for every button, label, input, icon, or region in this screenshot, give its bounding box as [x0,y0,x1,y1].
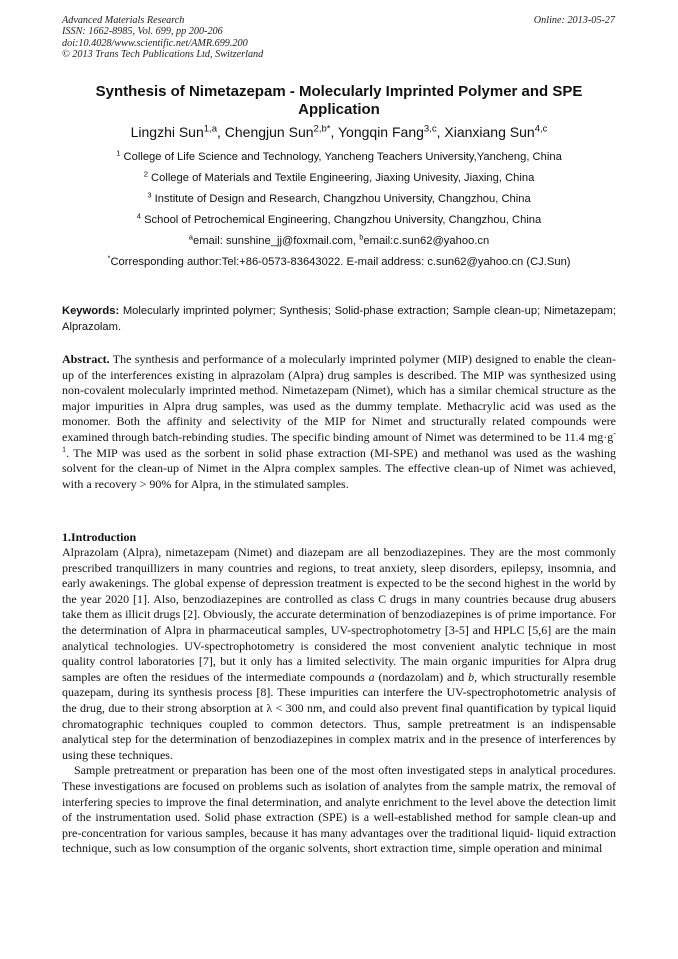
email-sup: b [359,232,364,242]
abstract-block [62,352,616,492]
corresponding-line [62,254,616,275]
author-name: Xianxiang Sun [444,124,535,140]
compound-label: b [468,669,475,684]
author-affil-sup: 1,a [203,123,217,135]
affiliation-text: School of Petrochemical Engineering, Changzhou University, Changzhou, China [144,214,542,226]
keywords-label: Keywords: [62,305,120,317]
affiliation-line [62,191,616,212]
author-name: Chengjun Sun [224,124,314,140]
section-heading-introduction: 1.Introduction [62,530,137,544]
affiliation-line [62,170,616,191]
affiliation-text: College of Life Science and Technology, Yancheng Teachers University,Yancheng, China [123,151,562,163]
affiliation-line [62,212,616,233]
intro-text: , which structurally resemble quazepam, during its synthesis process [8]. These impurities can interfere the UV-spectrophotometric analysis of the drug, due to their strong absorption at λ < 300 nm, and could also prevent final quantification by typical liquid chromatographic techniques coupled to common detectors. Thus, sample pretreatment is an indispensable analytical step for the determination of benzodiazepines in complex matrix and in the presence of interferences by using these techniques. [62,669,616,762]
abstract-text-2: . The MIP was used as the sorbent in solid phase extraction (MI-SPE) and methanol was used as the washing solvent for the clean-up of Nimet in the Alpra complex samples. The effective clean-up of Nimet was achieved, with a recovery > 90% for Alpra, in the stimulated samples. [62,445,616,491]
corresponding-sup: * [107,253,111,263]
intro-text: (nordazolam) and [374,669,469,684]
abstract-label: Abstract. [62,352,110,366]
email-a[interactable]: email: sunshine_jj@foxmail.com, [193,235,360,247]
affiliation-list [62,149,616,275]
affiliation-line [62,149,616,170]
compound-label: a [368,669,375,684]
author-list: Lingzhi Sun$^{1,a}$, Chengjun Sun$^{2,b*}$, Yongqin Fang$^{3,c}$, Xianxiang Sun$^{4,c}$ [130,123,548,140]
affiliation-sup: 4 [136,211,141,221]
email-b[interactable]: email:c.sun62@yahoo.cn [363,235,490,247]
abstract-text-1: The synthesis and performance of a molecularly imprinted polymer (MIP) designed to enable the clean-up of the interferences existing in alprazolam (Alpra) drug samples is described. The MIP was synthesized using non-covalent molecularly imprinted method. Nimetazepam (Nimet), which has a similar chemical structure as the major impurities in Alpra drug samples, was used as the dummy template. Methacrylic acid was used as the monomer. Both the affinity and selectivity of the MIP for Nimet and structurally related compounds were examined through batch-rebinding studies. The specific binding amount of Nimet was determined to be 11.4 mg·g [62,352,616,444]
keywords-block [62,304,616,335]
corresponding-text: Corresponding author:Tel:+86-0573-83643022. E-mail address: c.sun62@yahoo.cn (CJ.Sun) [110,256,571,268]
paper-title: Synthesis of Nimetazepam - Molecularly Imprinted Polymer and SPE Application [95,83,583,118]
author-affil-sup: 3,c [423,123,437,135]
affiliation-sup: 2 [143,169,148,179]
email-sup: a [188,232,193,242]
doi-line[interactable]: doi:10.4028/www.scientific.net/AMR.699.200 [62,37,248,49]
affiliation-text: Institute of Design and Research, Changzhou University, Changzhou, China [154,193,531,205]
copyright-line: © 2013 Trans Tech Publications Ltd, Switzerland [62,48,264,60]
journal-name: Advanced Materials Research [62,15,185,26]
author-affil-sup: 4,c [534,123,548,135]
author-affil-sup: 2,b* [313,123,331,135]
affiliation-sup: 3 [147,190,152,200]
online-date: Online: 2013-05-27 [533,15,615,26]
keywords-text: Molecularly imprinted polymer; Synthesis; Solid-phase extraction; Sample clean-up; Nimetazepam; Alprazolam. [62,305,616,333]
intro-paragraph-1 [62,545,616,763]
introduction-body [62,545,616,857]
intro-text: Alprazolam (Alpra), nimetazepam (Nimet) and diazepam are all benzodiazepines. They are the most commonly prescribed tranquillizers in many countries and regions, to treat anxiety, sleep disorders, epilepsy, insomnia, and early awakenings. The global expense of depression treatment is expected to be the second highest in the world by the year 2020 [1]. Also, benzodiazepines are controlled as class C drugs in many countries because drug abusers take them as illicit drugs [2]. Obviously, the accurate determination of benzodiazepines is of prime importance. For the determination of Alpra in pharmaceutical samples, UV-spectrophotometry [3-5] and HPLC [5,6] are the main analytical technologies. UV-spectrophotometry is considered the most convenient analytic technique in most quality control laboratories [7], but it only has a limited selectivity. The main organic impurities for Alpra drug samples are often the residues of the intermediate compounds [62,545,616,684]
author-name: Yongqin Fang [338,124,424,140]
journal-meta [62,15,263,60]
email-line [62,233,616,254]
issn-line: ISSN: 1662-8985, Vol. 699, pp 200-206 [62,26,223,38]
affiliation-text: College of Materials and Textile Engineering, Jiaxing Univesity, Jiaxing, China [151,172,535,184]
author-name: Lingzhi Sun [130,124,204,140]
unit-sup: -1 [62,428,616,454]
intro-paragraph-2: Sample pretreatment or preparation has been one of the most often investigated steps in analytical procedures. These investigations are focused on problems such as isolation of analytes from the sample matrix, the removal of interfering species to improve the final determination, and analyte enrichment to the level above the detection limit of the instrumentation used. Solid phase extraction (SPE) is a well-established method for sample clean-up and pre-concentration for various samples, because it has many advantages over the traditional liquid- liquid extraction technique, such as low consumption of the organic solvents, short extraction time, simple operation and minimal [62,763,616,856]
affiliation-sup: 1 [116,148,121,158]
